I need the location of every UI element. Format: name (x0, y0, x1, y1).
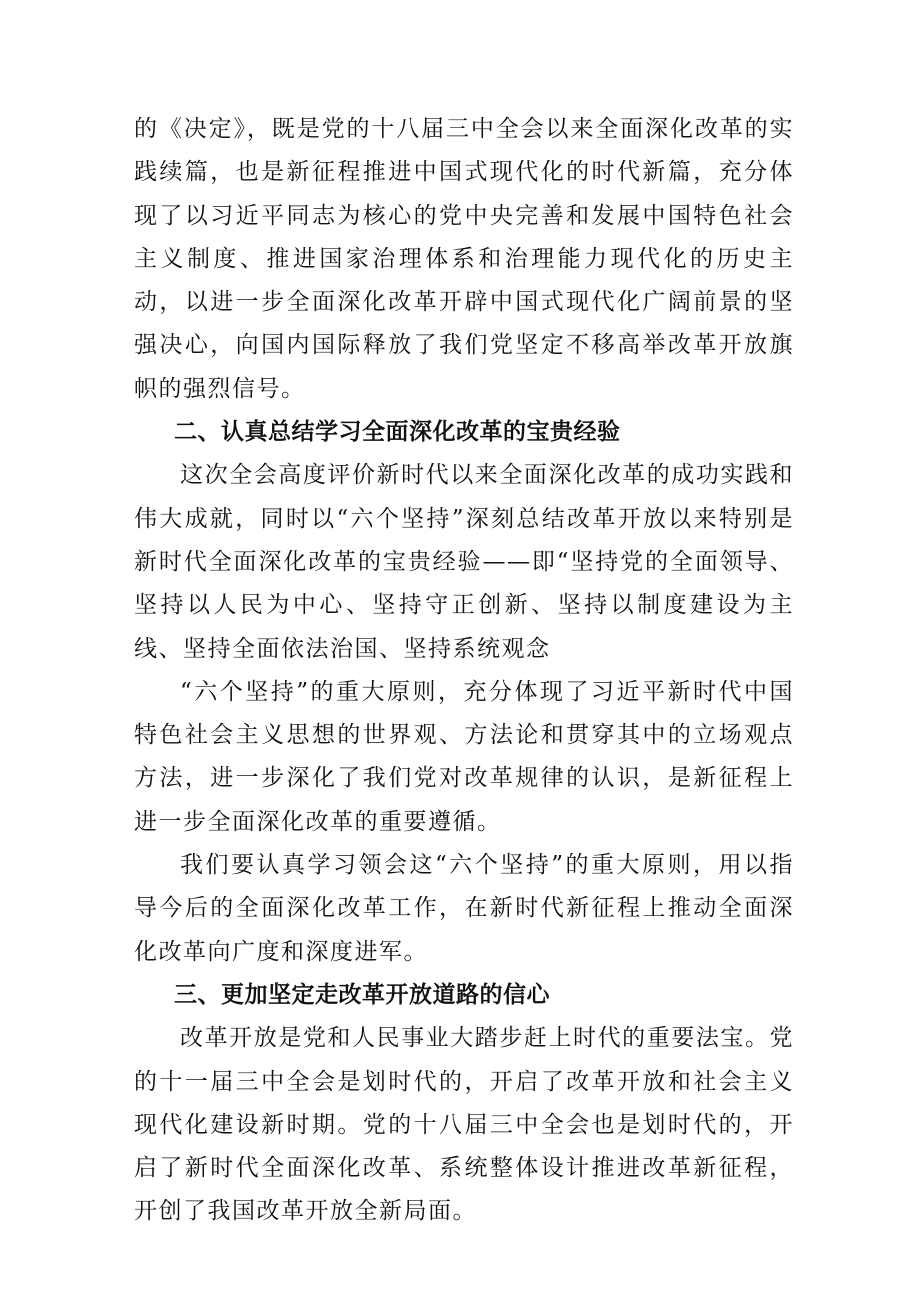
paragraph-reform-opening: 改革开放是党和人民事业大踏步赶上时代的重要法宝。党的十一届三中全会是划时代的，开启了改革开放和社会主义现代化建设新时期。党的十八届三中全会也是划时代的，开启了新时代全面深化改革、系统整体设计推进改革新征程，开创了我国改革开放全新局面。 (134, 1025, 794, 1225)
document-body (134, 108, 794, 1234)
paragraph-decision-summary: 的《决定》，既是党的十八届三中全会以来全面深化改革的实践续篇，也是新征程推进中国式现代化的时代新篇，充分体现了以习近平同志为核心的党中央完善和发展中国特色社会主义制度、推进国家治理体系和治理能力现代化的历史主动，以进一步全面深化改革开辟中国式现代化广阔前景的坚强决心，向国内国际释放了我们党坚定不移高举改革开放旗帜的强烈信号。 (134, 116, 794, 402)
section-heading-two: 二、认真总结学习全面深化改革的宝贵经验 (174, 419, 621, 446)
section-heading-three: 三、更加坚定走改革开放道路的信心 (174, 981, 550, 1008)
paragraph-six-adherences: 这次全会高度评价新时代以来全面深化改革的成功实践和伟大成就，同时以“六个坚持”深刻总结改革开放以来特别是新时代全面深化改革的宝贵经验——即“坚持党的全面领导、坚持以人民为中心、坚持守正创新、坚持以制度建设为主线、坚持全面依法治国、坚持系统观念 (134, 462, 794, 662)
paragraph-study-guidance: 我们要认真学习领会这“六个坚持”的重大原则，用以指导今后的全面深化改革工作，在新时代新征程上推动全面深化改革向广度和深度进军。 (134, 852, 794, 965)
paragraph-major-principles: “六个坚持”的重大原则，充分体现了习近平新时代中国特色社会主义思想的世界观、方法论和贯穿其中的立场观点方法，进一步深化了我们党对改革规律的认识，是新征程上进一步全面深化改革的重要遵循。 (134, 678, 794, 835)
